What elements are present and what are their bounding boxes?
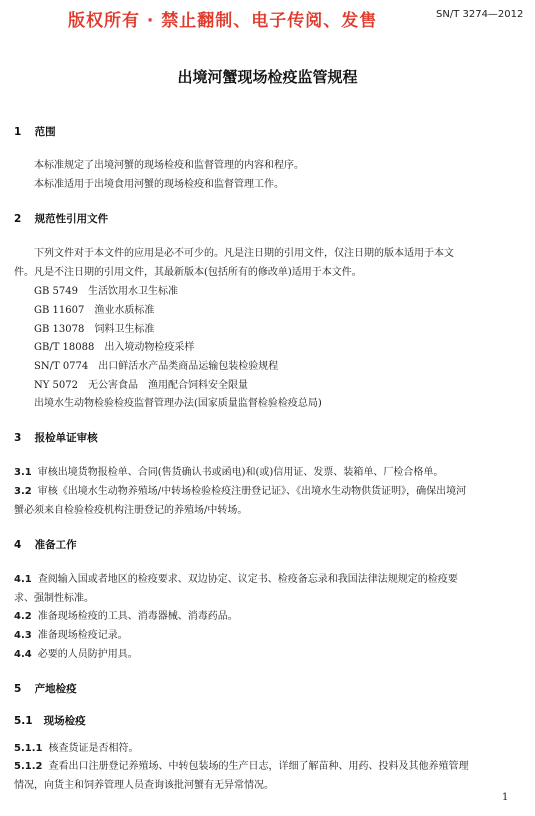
section-number: 5.1 — [14, 715, 33, 727]
clause-number: 4.2 — [14, 611, 32, 622]
clause-line — [14, 570, 458, 585]
section-1-heading — [14, 124, 56, 139]
clause-text: 审核出境货物报检单、合同(售货确认书或函电)和(或)信用证、发票、装箱单、厂检合格单。 — [37, 467, 444, 478]
reference-item: GB 5749 生活饮用水卫生标准 — [34, 286, 178, 297]
section-3-heading — [14, 430, 98, 445]
page-number: 1 — [502, 792, 509, 803]
clause-line — [14, 645, 138, 660]
clause-text: 核查货证是否相符。 — [48, 743, 139, 754]
clause-text: 准备现场检疫的工具、消毒器械、消毒药品。 — [37, 611, 238, 622]
clause-line — [14, 626, 128, 641]
clause-number: 3.2 — [14, 486, 32, 497]
page-title: 出境河蟹现场检疫监管规程 — [177, 68, 358, 86]
section-2-heading — [14, 211, 108, 226]
clause-line — [14, 482, 466, 497]
reference-item: 出境水生动物检验检疫监督管理办法(国家质量监督检验检疫总局) — [34, 398, 322, 409]
paragraph-line: 情况，向货主和饲养管理人员查询该批河蟹有无异常情况。 — [14, 780, 274, 791]
section-title: 报检单证审核 — [34, 432, 98, 444]
document-number: SN/T 3274—2012 — [436, 9, 524, 20]
clause-line — [14, 607, 238, 622]
paragraph-line: 本标准适用于出境食用河蟹的现场检疫和监督管理工作。 — [34, 179, 284, 190]
watermark-text: 版权所有 · 禁止翻制、电子传阅、发售 — [68, 11, 378, 31]
section-number: 3 — [14, 432, 22, 444]
clause-text: 查看出口注册登记养殖场、中转包装场的生产日志，详细了解苗种、用药、投料及其他养殖管理 — [48, 761, 469, 772]
clause-line — [14, 739, 138, 754]
clause-number: 5.1.2 — [14, 761, 43, 772]
reference-item: SN/T 0774 出口鲜活水产品类商品运输包装检验规程 — [34, 361, 279, 372]
section-5-heading — [14, 681, 77, 696]
clause-number: 4.1 — [14, 574, 32, 585]
clause-text: 查阅输入国或者地区的检疫要求、双边协定、议定书、检疫备忘录和我国法律法规规定的检疫要 — [37, 574, 458, 585]
section-number: 2 — [14, 213, 22, 225]
clause-line — [14, 757, 468, 772]
paragraph-line: 下列文件对于本文件的应用是必不可少的。凡是注日期的引用文件，仅注日期的版本适用于本文 — [34, 248, 454, 259]
section-title: 准备工作 — [34, 539, 77, 551]
reference-item: GB/T 18088 出入境动物检疫采样 — [34, 342, 195, 353]
section-number: 4 — [14, 539, 22, 551]
section-title: 规范性引用文件 — [34, 213, 109, 225]
clause-number: 4.4 — [14, 649, 32, 660]
paragraph-line: 件。凡是不注日期的引用文件，其最新版本(包括所有的修改单)适用于本文件。 — [14, 267, 362, 278]
paragraph-line: 求、强制性标准。 — [14, 593, 94, 604]
section-title: 产地检疫 — [34, 683, 77, 695]
reference-item: GB 11607 渔业水质标准 — [34, 305, 155, 316]
clause-number: 4.3 — [14, 630, 32, 641]
subsection-5-1-heading — [14, 713, 86, 728]
section-number: 1 — [14, 126, 22, 138]
section-title: 范围 — [34, 126, 56, 138]
section-number: 5 — [14, 683, 22, 695]
clause-number: 5.1.1 — [14, 743, 43, 754]
reference-item: NY 5072 无公害食品 渔用配合饲料安全限量 — [34, 380, 248, 391]
reference-item: GB 13078 饲料卫生标准 — [34, 324, 155, 335]
section-4-heading — [14, 537, 77, 552]
clause-text: 准备现场检疫记录。 — [37, 630, 128, 641]
clause-text: 审核《出境水生动物养殖场/中转场检验检疫注册登记证》、《出境水生动物供货证明》，确保出境河 — [37, 486, 467, 497]
paragraph-line: 蟹必须来自检验检疫机构注册登记的养殖场/中转场。 — [14, 505, 248, 516]
paragraph-line: 本标准规定了出境河蟹的现场检疫和监督管理的内容和程序。 — [34, 160, 304, 171]
section-title: 现场检疫 — [43, 715, 86, 727]
clause-line — [14, 463, 443, 478]
clause-text: 必要的人员防护用具。 — [37, 649, 138, 660]
clause-number: 3.1 — [14, 467, 32, 478]
